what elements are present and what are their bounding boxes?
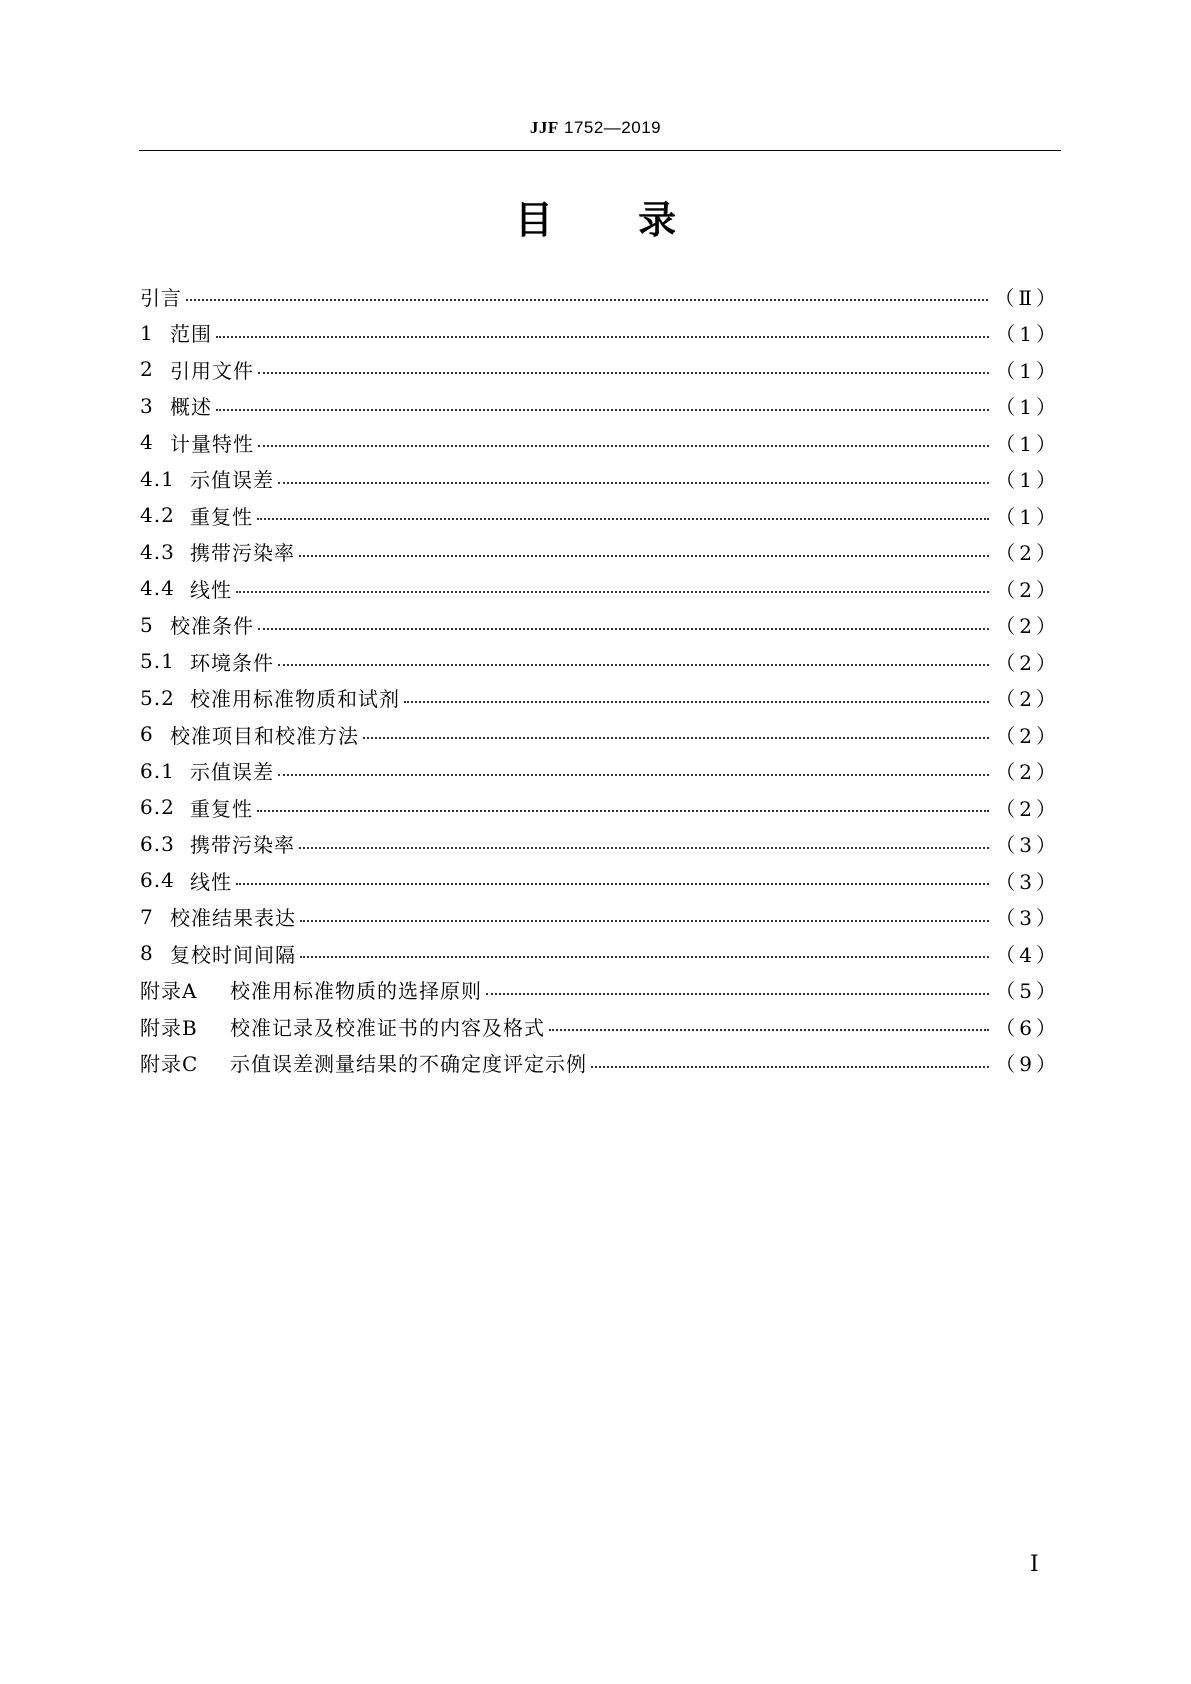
toc-dot-leader (299, 847, 989, 849)
toc-entry-label: 携带污染率 (190, 833, 295, 858)
toc-dot-leader (300, 920, 989, 922)
page-header (0, 118, 1191, 138)
toc-dot-leader (278, 774, 989, 776)
header-rule (139, 150, 1061, 151)
toc-entry-label: 校准结果表达 (170, 906, 296, 931)
toc-entry-number: 4 (140, 430, 154, 455)
toc-entry-label: 线性 (190, 577, 232, 602)
toc-entry-label: 携带污染率 (190, 541, 295, 566)
toc-entry-page: （6） (995, 1015, 1060, 1040)
toc-entry-label: 示值误差 (190, 468, 274, 493)
toc-entry-number: 6.1 (140, 758, 175, 783)
toc-entry-label: 环境条件 (190, 650, 274, 675)
toc-entry-number: 7 (140, 904, 154, 929)
toc-entry[interactable] (140, 789, 1060, 826)
toc-entry[interactable] (140, 388, 1060, 425)
toc-entry-number: 5.1 (140, 649, 175, 674)
toc-entry-page: （1） (995, 395, 1060, 420)
toc-entry-page: （3） (995, 833, 1060, 858)
toc-entry-label: 引言 (140, 285, 182, 310)
toc-entry[interactable] (140, 826, 1060, 863)
toc-dot-leader (549, 1029, 989, 1031)
toc-entry-number: 3 (140, 393, 154, 418)
toc-entry-label: 概述 (170, 395, 212, 420)
toc-dot-leader (278, 664, 989, 666)
toc-entry-page: （5） (995, 979, 1060, 1004)
toc-entry-page: （2） (995, 687, 1060, 712)
toc-dot-leader (363, 737, 989, 739)
toc-dot-leader (258, 445, 989, 447)
toc-entry-page: （3） (995, 906, 1060, 931)
toc-entry-page: （3） (995, 869, 1060, 894)
toc-entry-label: 校准记录及校准证书的内容及格式 (230, 1015, 545, 1040)
toc-entry-label: 示值误差测量结果的不确定度评定示例 (230, 1052, 587, 1077)
toc-dot-leader (236, 591, 989, 593)
toc-entry-label: 重复性 (190, 796, 253, 821)
toc-entry[interactable] (140, 461, 1060, 498)
toc-entry[interactable] (140, 278, 1060, 315)
standard-code-number: 1752—2019 (563, 118, 662, 137)
toc-entry[interactable] (140, 643, 1060, 680)
toc-entry-number: 6.2 (140, 795, 175, 820)
toc-entry-page: （2） (995, 723, 1060, 748)
toc-entry-number: 4.1 (140, 466, 175, 491)
toc-entry-number: 2 (140, 357, 154, 382)
toc-entry[interactable] (140, 972, 1060, 1009)
toc-entry-label: 校准用标准物质的选择原则 (230, 979, 482, 1004)
toc-entry[interactable] (140, 899, 1060, 936)
toc-entry-number: 附录C (140, 1052, 199, 1077)
toc-entry-number: 5.2 (140, 685, 175, 710)
toc-dot-leader (257, 810, 989, 812)
toc-entry-page: （1） (995, 322, 1060, 347)
toc-entry-number: 5 (140, 612, 154, 637)
page-number: Ⅰ (1030, 1552, 1039, 1577)
toc-entry-page: （2） (995, 541, 1060, 566)
toc-entry-label: 校准项目和校准方法 (170, 723, 359, 748)
toc-dot-leader (404, 701, 989, 703)
toc-entry[interactable] (140, 862, 1060, 899)
toc-entry[interactable] (140, 753, 1060, 790)
toc-entry-page: （2） (995, 760, 1060, 785)
toc-entry-label: 引用文件 (170, 358, 254, 383)
toc-entry-page: （1） (995, 504, 1060, 529)
toc-entry-label: 计量特性 (170, 431, 254, 456)
toc-entry-page: （2） (995, 614, 1060, 639)
table-of-contents (140, 278, 1060, 1081)
toc-entry-number: 4.3 (140, 539, 175, 564)
toc-dot-leader (300, 956, 989, 958)
toc-dot-leader (486, 993, 989, 995)
toc-entry-number: 附录B (140, 1015, 198, 1040)
toc-entry[interactable] (140, 351, 1060, 388)
toc-entry[interactable] (140, 424, 1060, 461)
toc-entry[interactable] (140, 1045, 1060, 1082)
toc-entry-label: 范围 (170, 322, 212, 347)
toc-dot-leader (591, 1066, 989, 1068)
toc-entry-page: （1） (995, 468, 1060, 493)
toc-entry-page: （2） (995, 650, 1060, 675)
toc-dot-leader (278, 482, 989, 484)
title-char-1: 目 (514, 198, 553, 242)
toc-entry-number: 6 (140, 722, 154, 747)
toc-dot-leader (186, 299, 988, 301)
toc-entry-page: （1） (995, 431, 1060, 456)
toc-entry-label: 示值误差 (190, 760, 274, 785)
toc-entry[interactable] (140, 607, 1060, 644)
toc-entry[interactable] (140, 570, 1060, 607)
toc-entry-number: 6.4 (140, 868, 175, 893)
toc-dot-leader (216, 336, 989, 338)
toc-entry-page: （Ⅱ） (994, 285, 1060, 310)
toc-dot-leader (236, 883, 989, 885)
toc-entry[interactable] (140, 315, 1060, 352)
toc-dot-leader (258, 372, 989, 374)
toc-entry-number: 6.3 (140, 831, 175, 856)
toc-entry[interactable] (140, 680, 1060, 717)
toc-entry-page: （4） (995, 942, 1060, 967)
toc-entry-page: （1） (995, 358, 1060, 383)
toc-dot-leader (216, 409, 989, 411)
toc-entry-number: 4.2 (140, 503, 175, 528)
toc-entry-number: 4.4 (140, 576, 175, 601)
toc-entry-number: 1 (140, 320, 154, 345)
toc-entry[interactable] (140, 534, 1060, 571)
toc-entry-page: （2） (995, 577, 1060, 602)
toc-entry-number: 8 (140, 941, 154, 966)
toc-entry[interactable] (140, 716, 1060, 753)
toc-entry-label: 校准用标准物质和试剂 (190, 687, 400, 712)
toc-entry[interactable] (140, 935, 1060, 972)
toc-entry-label: 重复性 (190, 504, 253, 529)
toc-entry-label: 线性 (190, 869, 232, 894)
toc-entry[interactable] (140, 497, 1060, 534)
standard-code-prefix: JJF (529, 118, 559, 137)
toc-dot-leader (258, 628, 989, 630)
toc-entry-page: （2） (995, 796, 1060, 821)
title-char-2: 录 (638, 198, 677, 242)
toc-entry-label: 复校时间间隔 (170, 942, 296, 967)
toc-dot-leader (257, 518, 989, 520)
toc-entry-page: （9） (995, 1052, 1060, 1077)
toc-entry[interactable] (140, 1008, 1060, 1045)
toc-entry-number: 附录A (140, 979, 198, 1004)
page-title (0, 196, 1191, 244)
toc-dot-leader (299, 555, 989, 557)
toc-entry-label: 校准条件 (170, 614, 254, 639)
